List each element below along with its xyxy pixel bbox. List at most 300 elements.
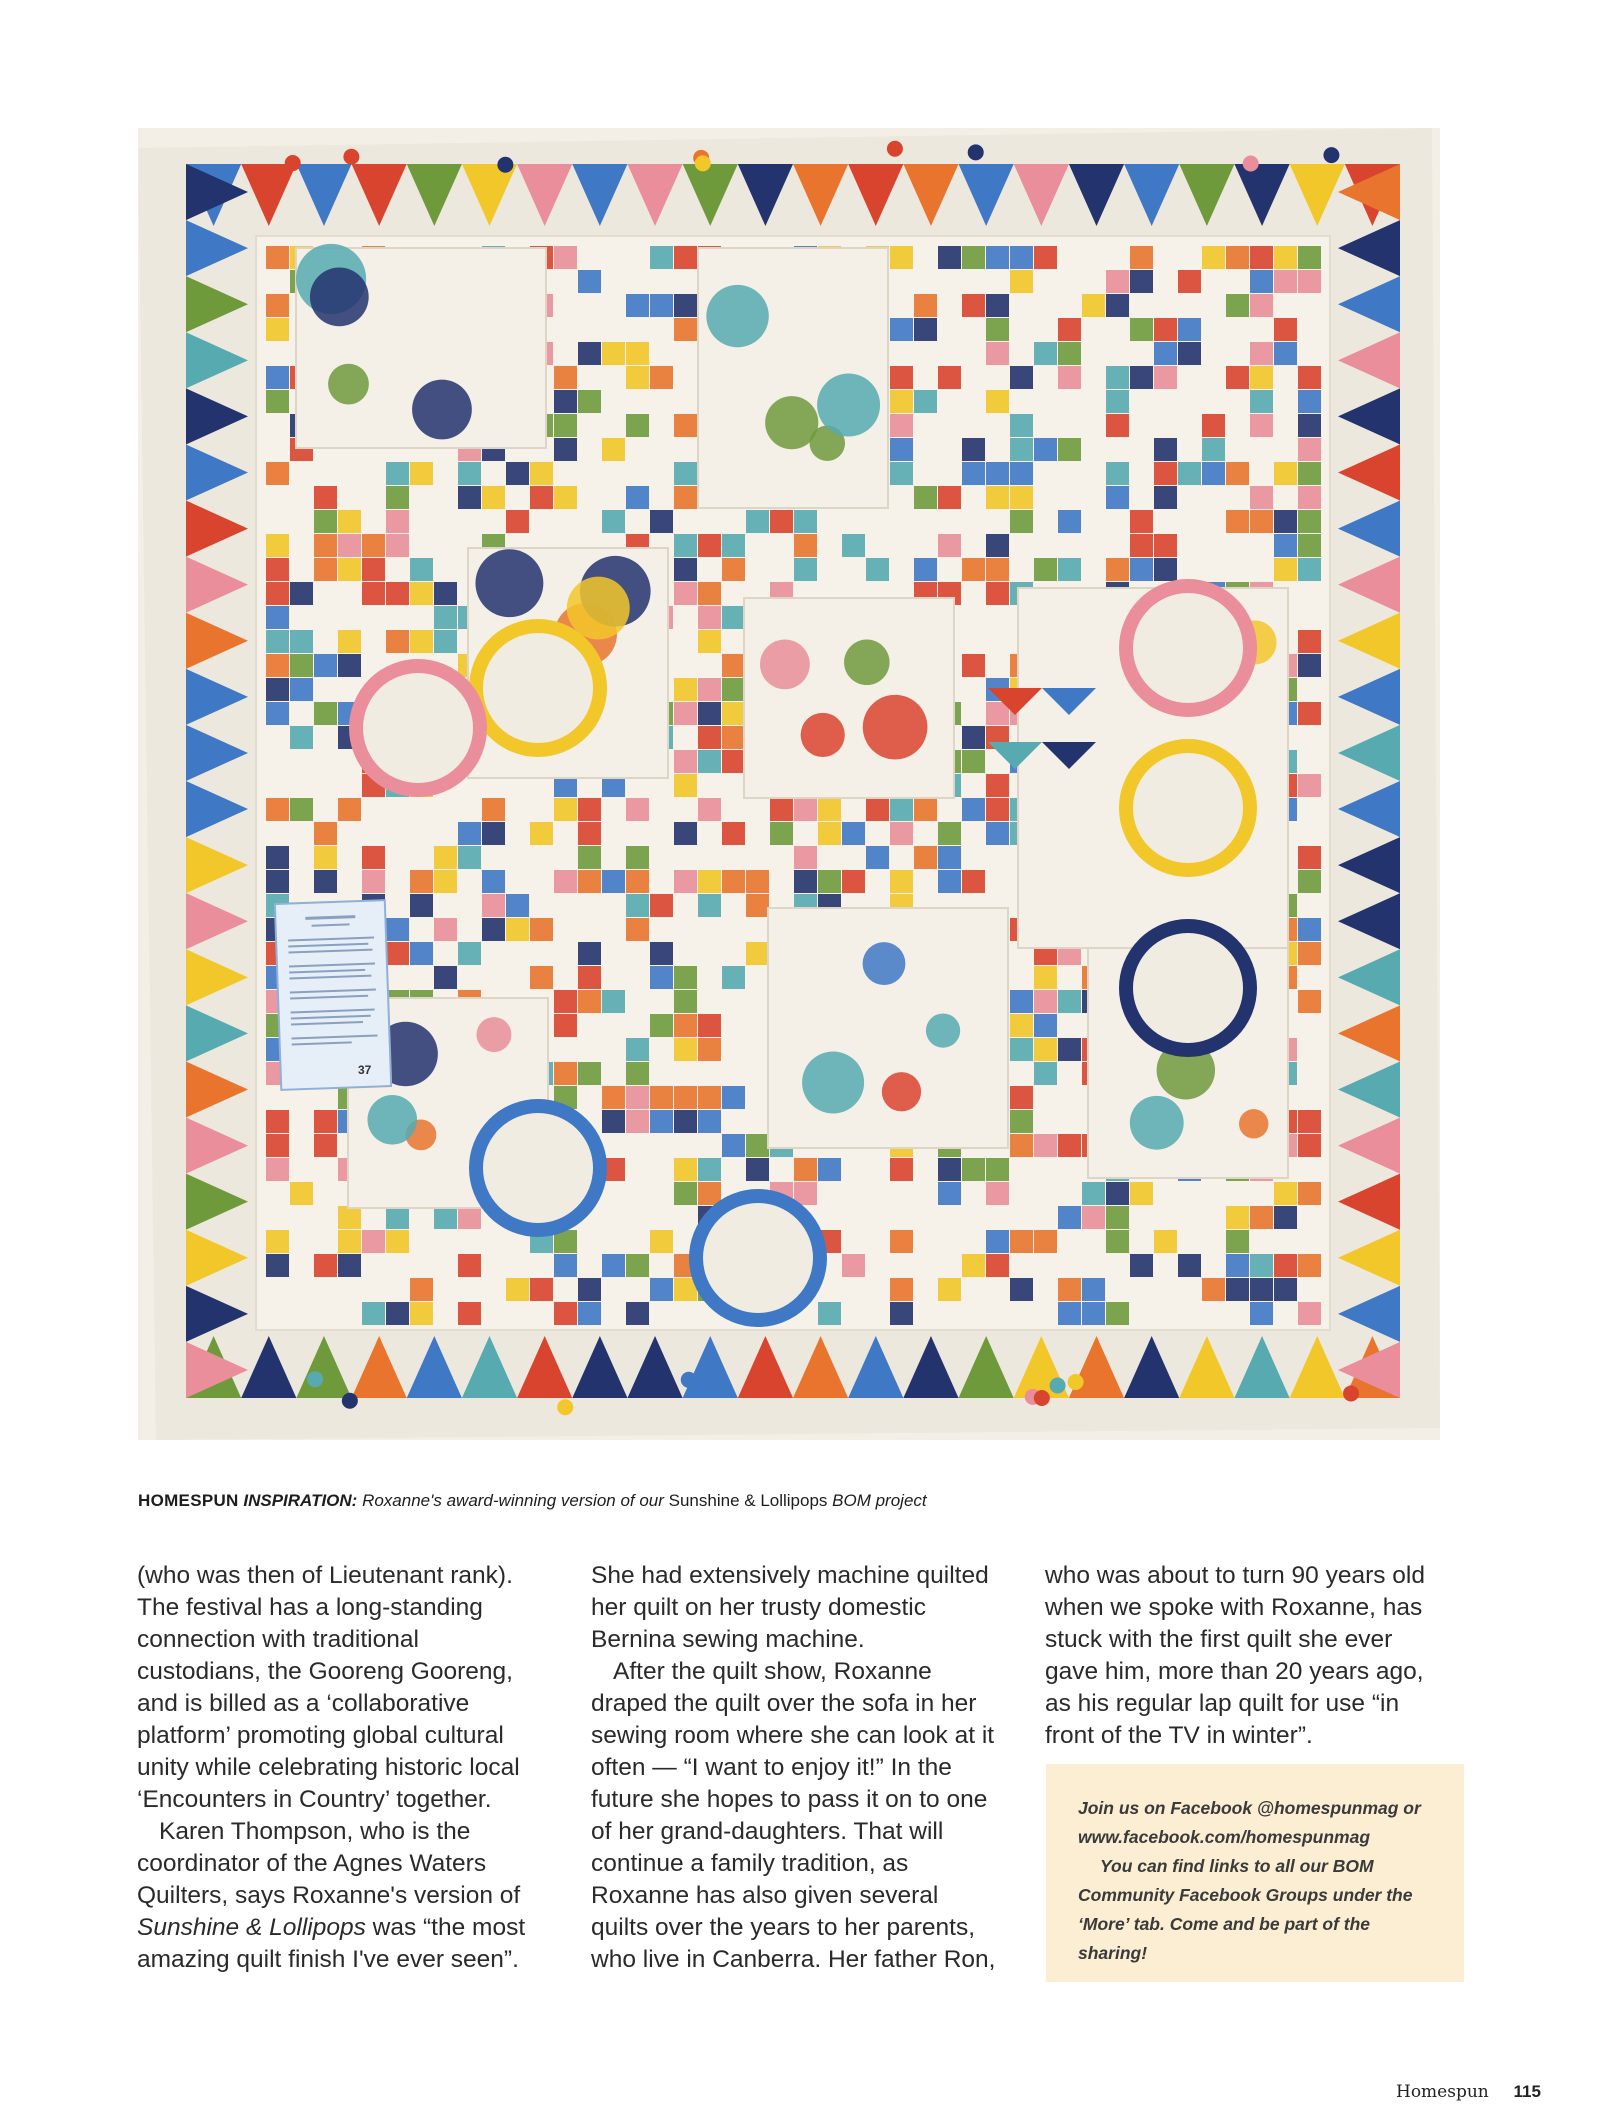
patch-square: [626, 846, 649, 869]
patch-square: [698, 582, 721, 605]
patch-square: [698, 702, 721, 725]
patch-square: [674, 678, 697, 701]
applique-panel: [744, 598, 954, 798]
patch-square: [290, 630, 313, 653]
patch-square: [1058, 438, 1081, 461]
patch-square: [1250, 1206, 1273, 1229]
patch-square: [842, 870, 865, 893]
patch-square: [602, 1254, 625, 1277]
patch-square: [1298, 1134, 1321, 1157]
patch-square: [1298, 462, 1321, 485]
patch-square: [1106, 414, 1129, 437]
quilt-illustration: [138, 128, 1440, 1440]
patch-square: [890, 798, 913, 821]
patch-square: [938, 1182, 961, 1205]
patch-square: [698, 1086, 721, 1109]
patch-square: [434, 582, 457, 605]
patch-square: [266, 366, 289, 389]
page-footer: [1396, 2082, 1541, 2102]
patch-square: [986, 582, 1009, 605]
patch-square: [578, 1302, 601, 1325]
patch-square: [650, 1086, 673, 1109]
patch-square: [962, 438, 985, 461]
patch-square: [1010, 1038, 1033, 1061]
button-embellishment: [1323, 147, 1339, 163]
patch-square: [818, 1158, 841, 1181]
patch-square: [458, 822, 481, 845]
patch-square: [506, 894, 529, 917]
patch-square: [1202, 438, 1225, 461]
patch-square: [578, 1278, 601, 1301]
patch-square: [650, 942, 673, 965]
patch-square: [1034, 558, 1057, 581]
patch-square: [266, 294, 289, 317]
applique-motif: [706, 285, 768, 347]
patch-square: [1226, 294, 1249, 317]
patch-square: [1298, 1182, 1321, 1205]
applique-motif: [567, 577, 630, 640]
patch-square: [626, 342, 649, 365]
patch-square: [962, 726, 985, 749]
patch-square: [602, 342, 625, 365]
circle-medallion: [1126, 746, 1250, 870]
patch-square: [554, 390, 577, 413]
patch-square: [650, 966, 673, 989]
patch-square: [1154, 366, 1177, 389]
patch-square: [1274, 246, 1297, 269]
patch-square: [938, 870, 961, 893]
patch-square: [1082, 1206, 1105, 1229]
patch-square: [1250, 486, 1273, 509]
patch-square: [818, 822, 841, 845]
patch-square: [1274, 534, 1297, 557]
patch-square: [866, 798, 889, 821]
patch-square: [842, 534, 865, 557]
patch-square: [722, 870, 745, 893]
patch-square: [1010, 246, 1033, 269]
patch-square: [1130, 534, 1153, 557]
patch-square: [746, 894, 769, 917]
patch-square: [1154, 318, 1177, 341]
patch-square: [1298, 558, 1321, 581]
patch-square: [314, 654, 337, 677]
patch-square: [578, 1062, 601, 1085]
patch-square: [1082, 1278, 1105, 1301]
patch-square: [674, 702, 697, 725]
patch-square: [386, 462, 409, 485]
patch-square: [410, 942, 433, 965]
footer-page-number: 115: [1513, 2082, 1541, 2101]
patch-square: [1058, 1302, 1081, 1325]
patch-square: [338, 1254, 361, 1277]
patch-square: [698, 1038, 721, 1061]
patch-square: [818, 1302, 841, 1325]
patch-square: [1274, 1182, 1297, 1205]
patch-square: [890, 1302, 913, 1325]
patch-square: [698, 1182, 721, 1205]
patch-square: [1298, 1302, 1321, 1325]
patch-square: [1106, 366, 1129, 389]
caption-brand: HOMESPUN: [138, 1491, 239, 1510]
patch-square: [842, 822, 865, 845]
patch-square: [386, 486, 409, 509]
patch-square: [602, 1086, 625, 1109]
patch-square: [362, 846, 385, 869]
patch-square: [458, 1302, 481, 1325]
patch-square: [410, 558, 433, 581]
patch-square: [746, 942, 769, 965]
patch-square: [1250, 1254, 1273, 1277]
patch-square: [698, 678, 721, 701]
patch-square: [986, 558, 1009, 581]
patch-square: [1298, 246, 1321, 269]
patch-square: [674, 246, 697, 269]
patch-square: [1250, 1302, 1273, 1325]
patch-square: [986, 342, 1009, 365]
patch-square: [1058, 558, 1081, 581]
patch-square: [674, 1158, 697, 1181]
patch-square: [266, 462, 289, 485]
patch-square: [1250, 390, 1273, 413]
patch-square: [1106, 294, 1129, 317]
patch-square: [1154, 462, 1177, 485]
patch-square: [1010, 366, 1033, 389]
footer-magazine-name: Homespun: [1396, 2082, 1489, 2102]
patch-square: [578, 390, 601, 413]
patch-square: [1226, 366, 1249, 389]
patch-square: [458, 1206, 481, 1229]
patch-square: [674, 294, 697, 317]
patch-square: [530, 966, 553, 989]
patch-square: [386, 1302, 409, 1325]
patch-square: [1226, 1206, 1249, 1229]
patch-square: [842, 1254, 865, 1277]
patch-square: [1202, 246, 1225, 269]
patch-square: [962, 654, 985, 677]
patch-square: [1298, 630, 1321, 653]
patch-square: [554, 366, 577, 389]
patch-square: [626, 1302, 649, 1325]
patch-square: [314, 822, 337, 845]
button-embellishment: [968, 144, 984, 160]
patch-square: [1130, 270, 1153, 293]
column3-paragraph-1: who was about to turn 90 years old when we spoke with Roxanne, has stuck with the first quilt she ever gave him, more than 20 years ago, as his regular lap quilt for use “in front of the TV in winter”.: [1045, 1562, 1425, 1749]
patch-square: [314, 870, 337, 893]
patch-square: [266, 654, 289, 677]
patch-square: [434, 1206, 457, 1229]
article-column-3: [1045, 1560, 1450, 1752]
patch-square: [578, 870, 601, 893]
patch-square: [386, 510, 409, 533]
patch-square: [386, 1206, 409, 1229]
patch-square: [698, 1014, 721, 1037]
patch-square: [722, 558, 745, 581]
patch-square: [674, 966, 697, 989]
patch-square: [674, 534, 697, 557]
patch-square: [1226, 1230, 1249, 1253]
patch-square: [626, 870, 649, 893]
patch-square: [266, 630, 289, 653]
patch-square: [506, 510, 529, 533]
patch-square: [1226, 246, 1249, 269]
patch-square: [1274, 1254, 1297, 1277]
patch-square: [914, 486, 937, 509]
patch-square: [290, 582, 313, 605]
patch-square: [530, 918, 553, 941]
patch-square: [1058, 1278, 1081, 1301]
patch-square: [1010, 486, 1033, 509]
patch-square: [962, 870, 985, 893]
patch-square: [266, 846, 289, 869]
patch-square: [482, 918, 505, 941]
patch-square: [962, 558, 985, 581]
patch-square: [578, 846, 601, 869]
patch-square: [266, 870, 289, 893]
quilt: [138, 128, 1440, 1440]
patch-square: [626, 1110, 649, 1133]
column1-paragraph-2: [137, 1816, 542, 1976]
patch-square: [1250, 342, 1273, 365]
patch-square: [1010, 1230, 1033, 1253]
patch-square: [1154, 486, 1177, 509]
patch-square: [530, 822, 553, 845]
patch-square: [266, 1230, 289, 1253]
patch-square: [1298, 366, 1321, 389]
patch-square: [650, 246, 673, 269]
patch-square: [386, 1230, 409, 1253]
patch-square: [1034, 1230, 1057, 1253]
patch-square: [1274, 318, 1297, 341]
patch-square: [1298, 510, 1321, 533]
patch-square: [506, 1278, 529, 1301]
patch-square: [1202, 1278, 1225, 1301]
patch-square: [1010, 1014, 1033, 1037]
patch-square: [314, 1134, 337, 1157]
patch-square: [938, 1278, 961, 1301]
column1-p2-title: Sunshine & Lollipops: [137, 1914, 366, 1941]
patch-square: [794, 798, 817, 821]
button-embellishment: [1068, 1374, 1084, 1390]
patch-square: [1130, 318, 1153, 341]
patch-square: [1202, 462, 1225, 485]
quilt-show-label-card: [274, 896, 392, 1092]
patch-square: [1034, 966, 1057, 989]
patch-square: [1298, 918, 1321, 941]
patch-square: [1130, 510, 1153, 533]
caption-text-a: Roxanne's award-winning version of our: [357, 1491, 669, 1510]
patch-square: [1274, 1206, 1297, 1229]
button-embellishment: [497, 157, 513, 173]
patch-square: [986, 318, 1009, 341]
patch-square: [962, 294, 985, 317]
patch-square: [578, 942, 601, 965]
patch-square: [1202, 414, 1225, 437]
patch-square: [1058, 1038, 1081, 1061]
patch-square: [410, 582, 433, 605]
patch-square: [1298, 438, 1321, 461]
patch-square: [338, 510, 361, 533]
patch-square: [626, 798, 649, 821]
patch-square: [314, 846, 337, 869]
patch-square: [674, 1014, 697, 1037]
patch-square: [266, 1254, 289, 1277]
patch-square: [266, 1158, 289, 1181]
patch-square: [1058, 990, 1081, 1013]
patch-square: [770, 798, 793, 821]
patch-square: [530, 462, 553, 485]
patch-square: [266, 798, 289, 821]
patch-square: [674, 750, 697, 773]
patch-square: [482, 486, 505, 509]
patch-square: [314, 558, 337, 581]
patch-square: [578, 342, 601, 365]
patch-square: [1010, 990, 1033, 1013]
applique-motif: [367, 1095, 417, 1145]
patch-square: [1058, 510, 1081, 533]
patch-square: [674, 486, 697, 509]
patch-square: [674, 558, 697, 581]
patch-square: [554, 870, 577, 893]
patch-square: [410, 462, 433, 485]
patch-square: [890, 1230, 913, 1253]
patch-square: [554, 414, 577, 437]
patch-square: [1250, 1278, 1273, 1301]
patch-square: [338, 630, 361, 653]
circle-medallion: [696, 1196, 820, 1320]
patch-square: [482, 870, 505, 893]
patch-square: [1298, 270, 1321, 293]
quilt-photo: [138, 128, 1440, 1440]
patch-square: [554, 1014, 577, 1037]
patch-square: [410, 1302, 433, 1325]
button-embellishment: [307, 1371, 323, 1387]
patch-square: [746, 870, 769, 893]
patch-square: [962, 462, 985, 485]
patch-square: [890, 246, 913, 269]
patch-square: [1058, 342, 1081, 365]
patch-square: [914, 294, 937, 317]
patch-square: [698, 1110, 721, 1133]
patch-square: [698, 1158, 721, 1181]
patch-square: [986, 534, 1009, 557]
patch-square: [1274, 510, 1297, 533]
button-embellishment: [1034, 1390, 1050, 1406]
patch-square: [554, 990, 577, 1013]
patch-square: [482, 822, 505, 845]
applique-motif: [760, 639, 810, 689]
patch-square: [746, 1134, 769, 1157]
column1-paragraph-1: (who was then of Lieutenant rank). The festival has a long-standing connection with traditional custodians, the Gooreng Gooreng, and is billed as a ‘collaborative platform’ promoting global cultural unity while celebrating historic local ‘Encounters in Country’ together.: [137, 1562, 520, 1813]
label-card-number: 37: [358, 1063, 372, 1077]
patch-square: [890, 1158, 913, 1181]
patch-square: [626, 1038, 649, 1061]
patch-square: [1298, 414, 1321, 437]
article-column-1: [137, 1560, 542, 1976]
button-embellishment: [285, 155, 301, 171]
patch-square: [1274, 342, 1297, 365]
patch-square: [770, 510, 793, 533]
patch-square: [914, 558, 937, 581]
patch-square: [698, 606, 721, 629]
patch-square: [674, 318, 697, 341]
patch-square: [602, 510, 625, 533]
patch-square: [890, 318, 913, 341]
applique-motif: [1130, 1096, 1184, 1150]
patch-square: [266, 246, 289, 269]
patch-square: [914, 798, 937, 821]
button-embellishment: [557, 1399, 573, 1415]
patch-square: [1034, 990, 1057, 1013]
patch-square: [650, 366, 673, 389]
patch-square: [674, 414, 697, 437]
patch-square: [314, 534, 337, 557]
sidebar-community-line: You can find links to all our BOM Community Facebook Groups under the ‘More’ tab. Come and be part of the sharing!: [1078, 1856, 1413, 1963]
button-embellishment: [887, 141, 903, 157]
column1-p2-text-b: was “the most amazing quilt finish I've ever seen”.: [137, 1914, 526, 1973]
article-column-2: [591, 1560, 996, 1976]
patch-square: [1058, 318, 1081, 341]
patch-square: [1010, 510, 1033, 533]
patch-square: [1106, 1230, 1129, 1253]
patch-square: [1298, 870, 1321, 893]
sidebar-facebook-line[interactable]: Join us on Facebook @homespunmag or www.facebook.com/homespunmag: [1078, 1798, 1421, 1847]
patch-square: [1274, 462, 1297, 485]
applique-motif: [863, 695, 928, 760]
patch-square: [1106, 558, 1129, 581]
patch-square: [554, 486, 577, 509]
patch-square: [266, 606, 289, 629]
patch-square: [674, 1110, 697, 1133]
patch-square: [1298, 990, 1321, 1013]
patch-square: [986, 462, 1009, 485]
patch-square: [986, 1158, 1009, 1181]
patch-square: [986, 294, 1009, 317]
button-embellishment: [342, 1393, 358, 1409]
patch-square: [986, 774, 1009, 797]
patch-square: [986, 246, 1009, 269]
patch-square: [962, 798, 985, 821]
patch-square: [938, 486, 961, 509]
patch-square: [1082, 1182, 1105, 1205]
patch-square: [722, 1134, 745, 1157]
patch-square: [818, 870, 841, 893]
button-embellishment: [1050, 1377, 1066, 1393]
patch-square: [1298, 702, 1321, 725]
patch-square: [362, 558, 385, 581]
patch-square: [266, 582, 289, 605]
patch-square: [986, 1230, 1009, 1253]
patch-square: [890, 390, 913, 413]
patch-square: [1178, 1254, 1201, 1277]
patch-square: [1298, 486, 1321, 509]
patch-square: [866, 846, 889, 869]
patch-square: [1058, 366, 1081, 389]
patch-square: [458, 462, 481, 485]
patch-square: [938, 246, 961, 269]
applique-motif: [1239, 1109, 1268, 1138]
patch-square: [362, 1302, 385, 1325]
patch-square: [986, 1182, 1009, 1205]
patch-square: [338, 534, 361, 557]
column1-p2-text-a: Karen Thompson, who is the coordinator of the Agnes Waters Quilters, says Roxanne's version of: [137, 1818, 521, 1909]
patch-square: [578, 822, 601, 845]
patch-square: [434, 918, 457, 941]
patch-square: [794, 1158, 817, 1181]
patch-square: [962, 1254, 985, 1277]
patch-square: [722, 966, 745, 989]
patch-square: [818, 798, 841, 821]
patch-square: [1034, 1062, 1057, 1085]
